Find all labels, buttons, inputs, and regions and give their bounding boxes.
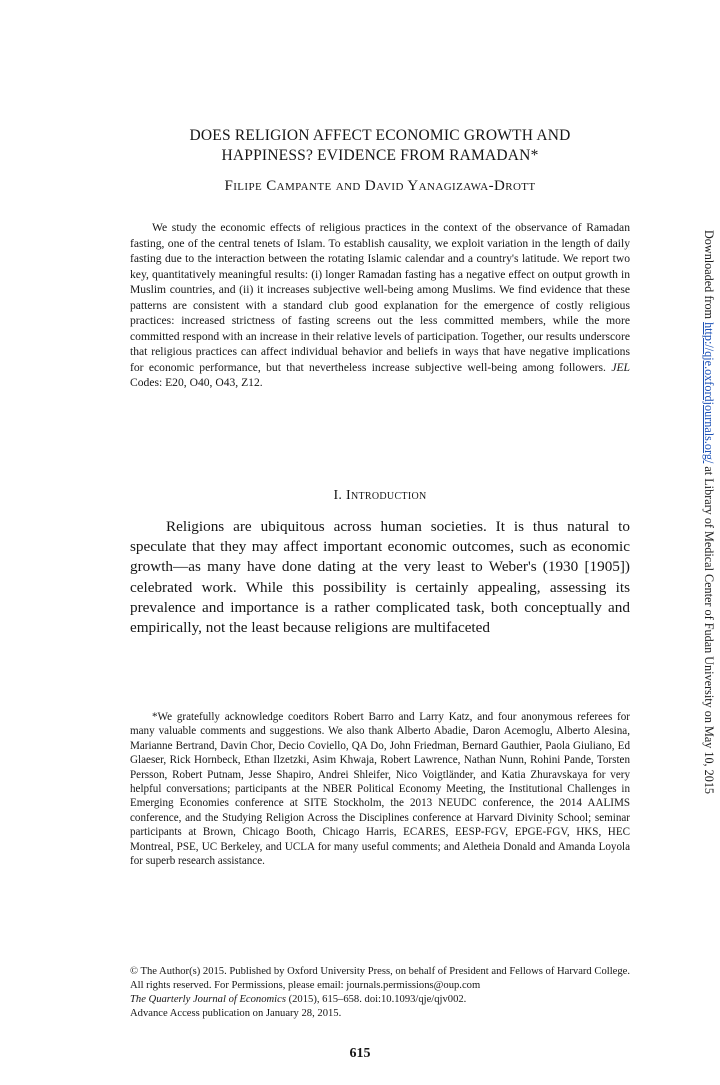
journal-url-link[interactable]: http://qje.oxfordjournals.org/ — [702, 322, 716, 464]
download-watermark-text — [701, 230, 716, 794]
watermark-prefix: Downloaded from — [702, 230, 716, 323]
article-authors: Filipe Campante and David Yanagizawa-Drott — [224, 178, 536, 194]
copyright-block — [130, 965, 630, 1021]
article-title — [150, 126, 610, 166]
copyright-notice: © The Author(s) 2015. Published by Oxford University Press, on behalf of President and Fellows of Harvard College. All rights reserved. For Permissions, please email: journals.permissions@oup.com — [130, 966, 630, 991]
journal-citation-details: (2015), 615–658. doi:10.1093/qje/qjv002. — [285, 994, 467, 1005]
abstract-text: We study the economic effects of religious practices in the context of the observance of Ramadan fasting, one of the central tenets of Islam. To establish causality, we exploit variation in the length of daily fasting due to the interaction between the rotating Islamic calendar and a country's latitude. We report two key, quantitatively meaningful results: (i) longer Ramadan fasting has a negative effect on output growth in Muslim countries, and (ii) it increases subjective well-being among Muslims. We find evidence that these patterns are consistent with a standard club good explanation for the emergence of costly religious practices: increased strictness of fasting screens out the less committed members, while the more committed respond with an increase in their relative levels of participation. Together, our results underscore that religious practices can affect individual behavior and beliefs in ways that have negative implications for economic performance, but that nevertheless increase subjective well-being among followers. — [130, 221, 630, 374]
journal-name: The Quarterly Journal of Economics — [130, 994, 286, 1005]
page-number: 615 — [349, 1046, 371, 1061]
advance-access-note: Advance Access publication on January 28, 2015. — [130, 1008, 342, 1019]
journal-citation — [130, 993, 630, 1007]
download-watermark — [678, 230, 718, 910]
article-title-line-2: HAPPINESS? EVIDENCE FROM RAMADAN* — [221, 147, 539, 164]
jel-codes: Codes: E20, O40, O43, Z12. — [130, 376, 263, 389]
jel-label: JEL — [611, 360, 630, 374]
acknowledgment-footnote: *We gratefully acknowledge coeditors Robert Barro and Larry Katz, and four anonymous referees for many valuable comments and suggestions. We also thank Alberto Abadie, Daron Acemoglu, Alberto Alesina, Marianne Bertrand, Davin Chor, Decio Coviello, QA Do, John Friedman, Bernard Gauthier, Paola Giuliano, Ed Glaeser, Rick Hornbeck, Ethan Ilzetzki, Asim Khwaja, Robert Lawrence, Nathan Nunn, Rohini Pande, Torsten Persson, Robert Putnam, Jesse Shapiro, Andrei Shleifer, Nico Voigtländer, and Katia Zhuravskaya for very helpful conversations; participants at the NBER Political Economy Meeting, the Institutional Challenges in Emerging Economies conference at SITE Stockholm, the 2013 NEUDC conference, the 2014 AALIMS conference, and the Studying Religion Across the Disciplines conference at Harvard Divinity School; seminar participants at Brown, Chicago Booth, Chicago Harris, ECARES, EESP-FGV, EPGE-FGV, HKS, HEC Montreal, PSE, UC Berkeley, and UCLA for many useful comments; and Aletheia Donald and Amanda Loyola for superb research assistance. — [130, 711, 630, 868]
abstract — [130, 220, 630, 391]
section-heading: I. Introduction — [333, 488, 427, 503]
watermark-suffix: at Library of Medical Center of Fudan University on May 10, 2015 — [702, 463, 716, 795]
introduction-paragraph: Religions are ubiquitous across human societies. It is thus natural to speculate that they may affect important economic outcomes, such as economic growth—as many have done dating at the very least to Weber's (1930 [1905]) celebrated work. While this possibility is certainly appealing, assessing its prevalence and importance is a rather complicated task, both conceptually and empirically, not the least because religions are multifaceted — [130, 518, 630, 637]
article-title-line-1: DOES RELIGION AFFECT ECONOMIC GROWTH AND — [189, 127, 571, 144]
